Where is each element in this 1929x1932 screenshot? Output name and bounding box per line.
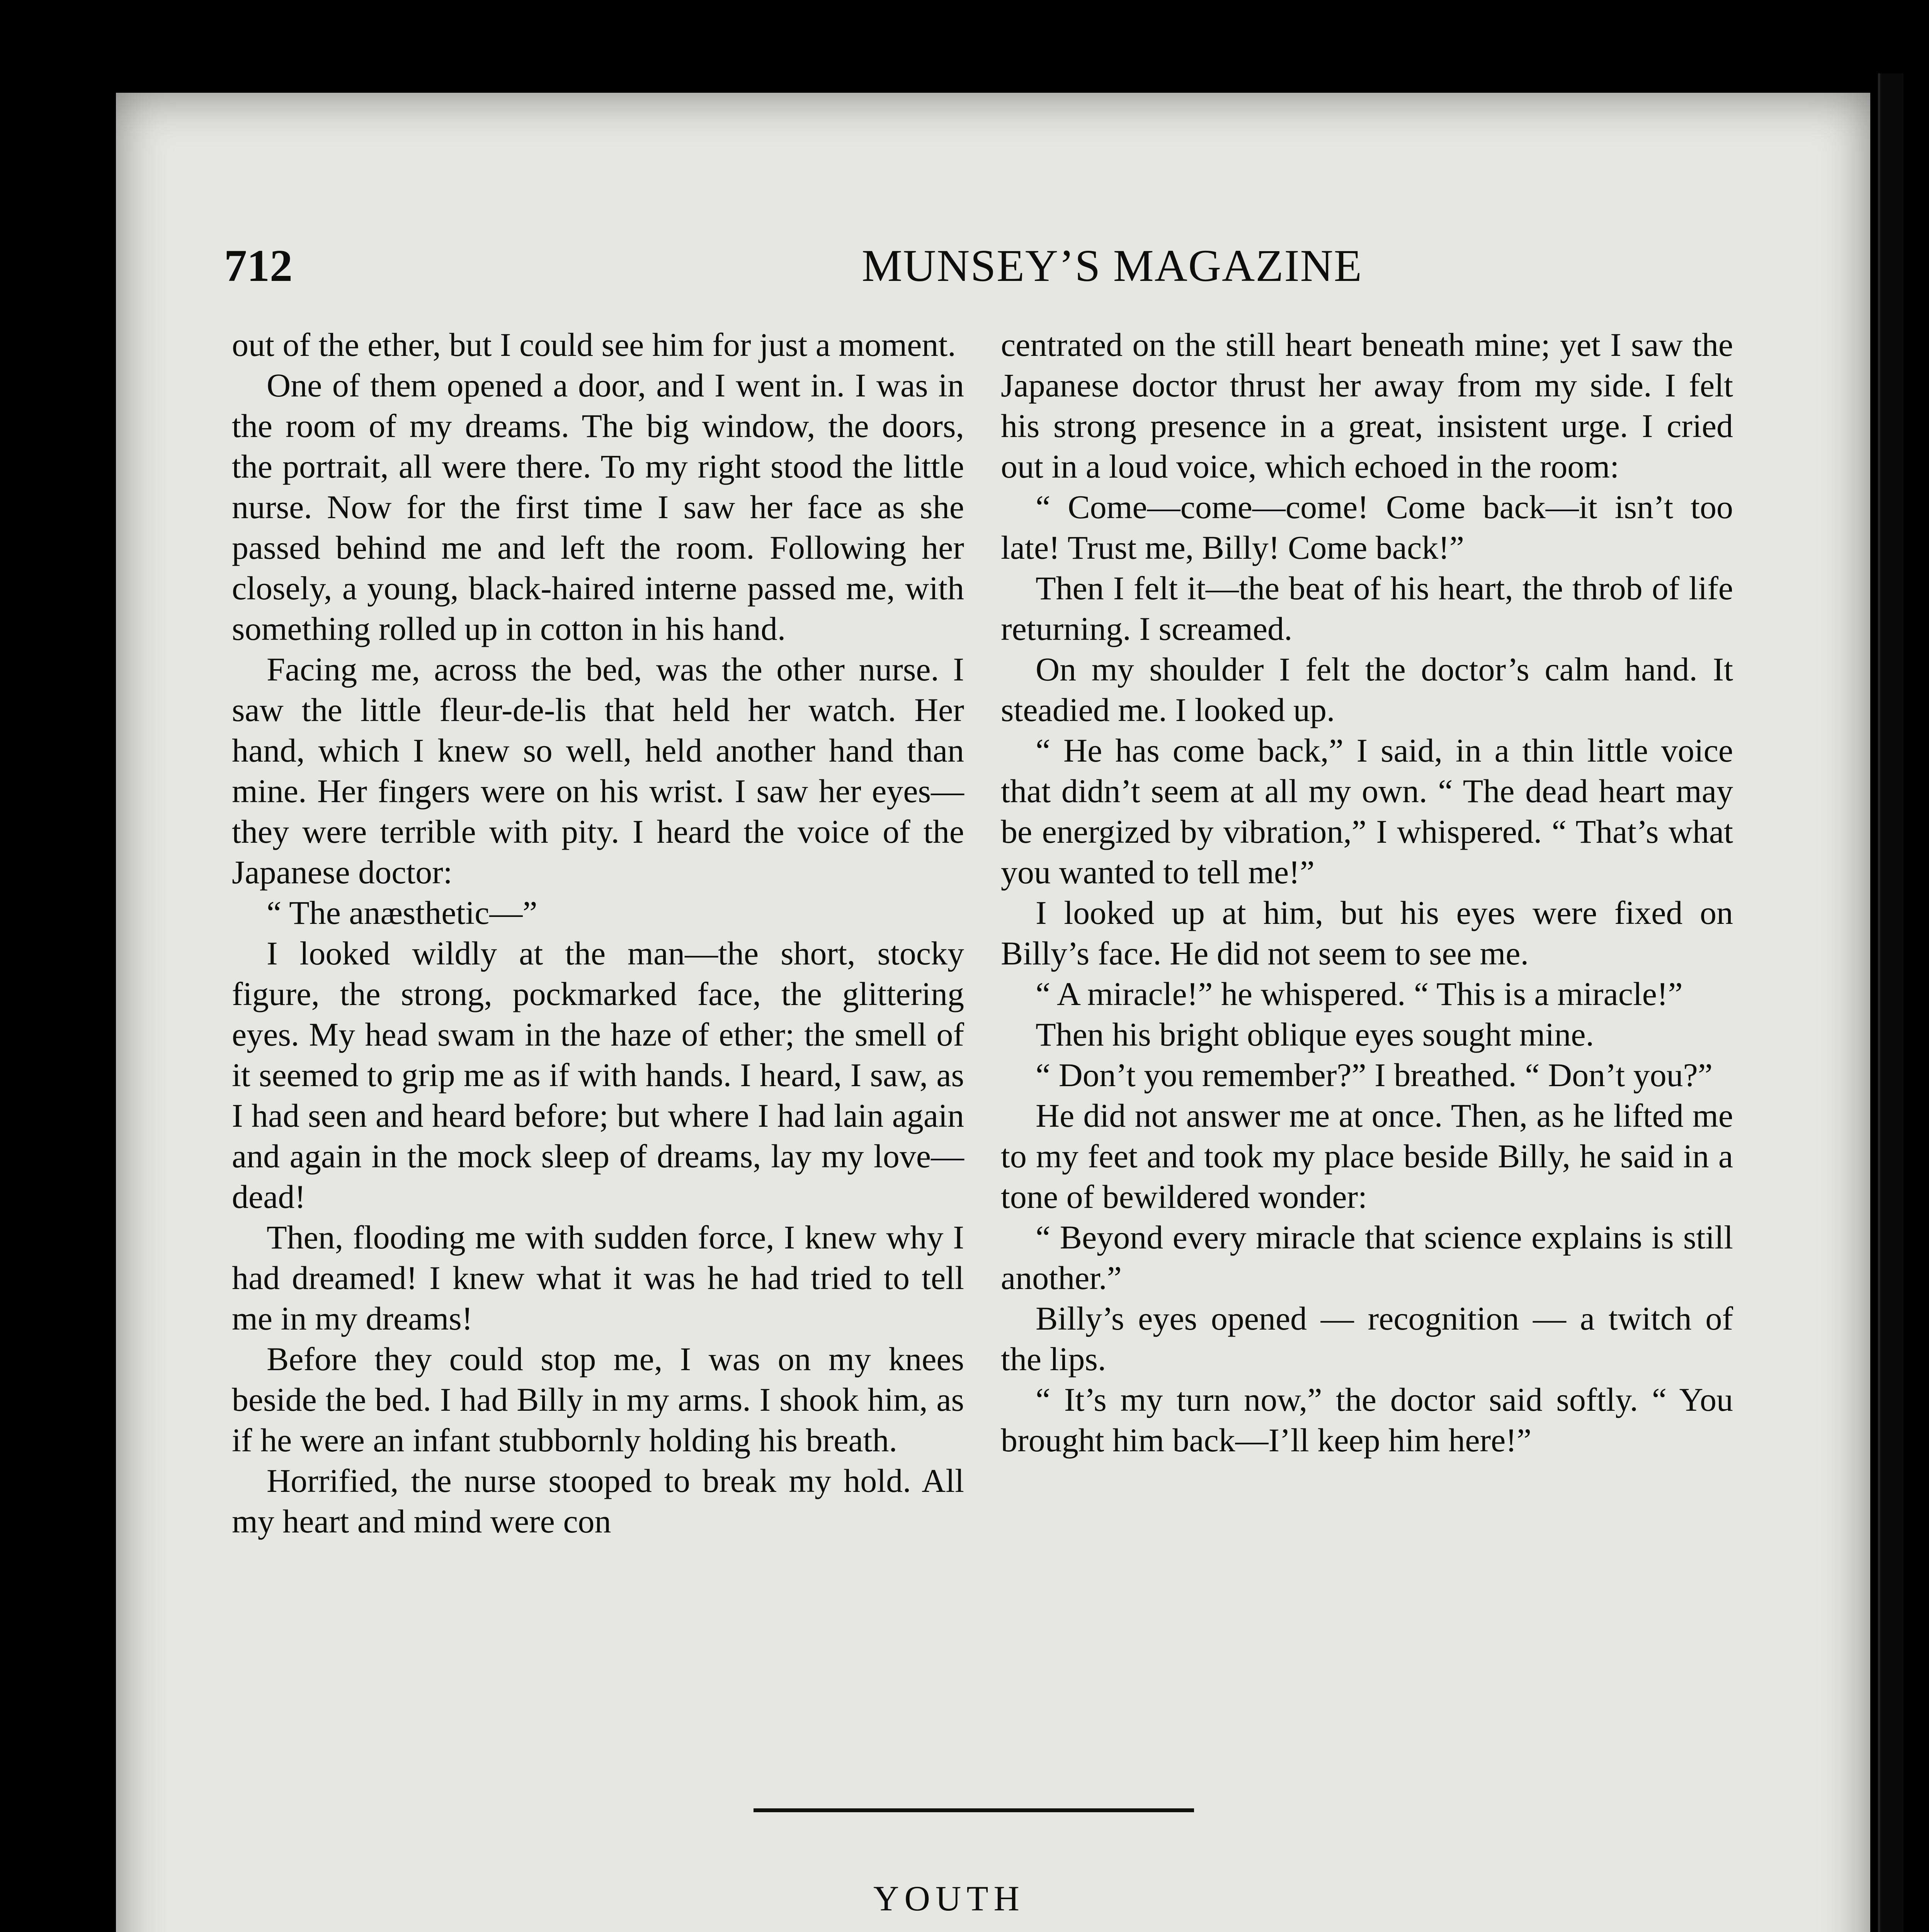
- page-number: 712: [224, 240, 293, 291]
- story-column-right: [1001, 325, 1733, 1461]
- binding-edge: [1878, 73, 1903, 1932]
- story-paragraph: Then his bright oblique eyes sought mine.: [1036, 1016, 1594, 1053]
- story-paragraph: He did not answer me at once. Then, as he lifted me to my feet and took my place beside Billy, he said in a tone of bewildered wonder:: [1001, 1097, 1733, 1215]
- story-paragraph: “ A miracle!” he whispered. “ This is a miracle!”: [1036, 975, 1683, 1012]
- story-paragraph: “ Come—come—come! Come back—it isn’t too late! Trust me, Billy! Come back!”: [1001, 488, 1733, 566]
- story-paragraph: Before they could stop me, I was on my knees beside the bed. I had Billy in my arms. I shook him, as if he were an infant stubbornly holding his breath.: [232, 1340, 964, 1459]
- story-paragraph: “ The anæsthetic—”: [267, 894, 538, 931]
- story-paragraph: “ Don’t you remember?” I breathed. “ Don’t you?”: [1036, 1056, 1713, 1094]
- story-paragraph: One of them opened a door, and I went in. I was in the room of my dreams. The big window, the doors, the portrait, all were there. To my right stood the little nurse. Now for the first time I saw her face as she passed behind me and left the room. Following her closely, a young, black-haired interne passed me, with something rolled up in cotton in his hand.: [232, 367, 964, 647]
- story-paragraph: out of the ether, but I could see him for just a moment.: [232, 326, 956, 363]
- story-column-left: [232, 325, 964, 1542]
- running-head: [224, 240, 1847, 317]
- story-paragraph: Facing me, across the bed, was the other nurse. I saw the little fleur-de-lis that held her watch. Her hand, which I knew so well, held another hand than mine. Her fingers were on his wrist. I saw her eyes— they were terrible with pity. I heard the voice of the Japanese doctor:: [232, 651, 964, 891]
- story-paragraph: Then, flooding me with sudden force, I knew why I had dreamed! I knew what it was he had tried to tell me in my dreams!: [232, 1219, 964, 1337]
- story-paragraph: On my shoulder I felt the doctor’s calm hand. It steadied me. I looked up.: [1001, 651, 1733, 728]
- magazine-title: MUNSEY’S MAGAZINE: [862, 240, 1363, 291]
- story-paragraph: Then I felt it—the beat of his heart, the throb of life returning. I screamed.: [1001, 570, 1733, 647]
- story-paragraph: “ He has come back,” I said, in a thin little voice that didn’t seem at all my own. “ The dead heart may be energized by vibration,” I whispered. “ That’s what you wanted to tell me!”: [1001, 732, 1733, 891]
- story-paragraph: “ It’s my turn now,” the doctor said softly. “ You brought him back—I’ll keep him here!”: [1001, 1381, 1733, 1459]
- story-paragraph: I looked wildly at the man—the short, stocky figure, the strong, pockmarked face, the glittering eyes. My head swam in the haze of ether; the smell of it seemed to grip me as if with hands. I heard, I saw, as I had seen and heard before; but where I had lain again and again in the mock sleep of dreams, lay my love—dead!: [232, 935, 964, 1215]
- story-paragraph: Horrified, the nurse stooped to break my hold. All my heart and mind were con: [232, 1462, 964, 1540]
- story-paragraph: “ Beyond every miracle that science explains is still another.”: [1001, 1219, 1733, 1296]
- story-paragraph: Billy’s eyes opened — recognition — a twitch of the lips.: [1001, 1300, 1733, 1378]
- poem-title: YOUTH: [873, 1879, 1025, 1918]
- story-paragraph: I looked up at him, but his eyes were fixed on Billy’s face. He did not seem to see me.: [1001, 894, 1733, 972]
- magazine-page: [116, 93, 1870, 1932]
- section-divider: [754, 1808, 1194, 1812]
- story-paragraph: centrated on the still heart beneath mine; yet I saw the Japanese doctor thrust her away from my side. I felt his strong presence in a great, insistent urge. I cried out in a loud voice, which echoed in the room:: [1001, 326, 1733, 485]
